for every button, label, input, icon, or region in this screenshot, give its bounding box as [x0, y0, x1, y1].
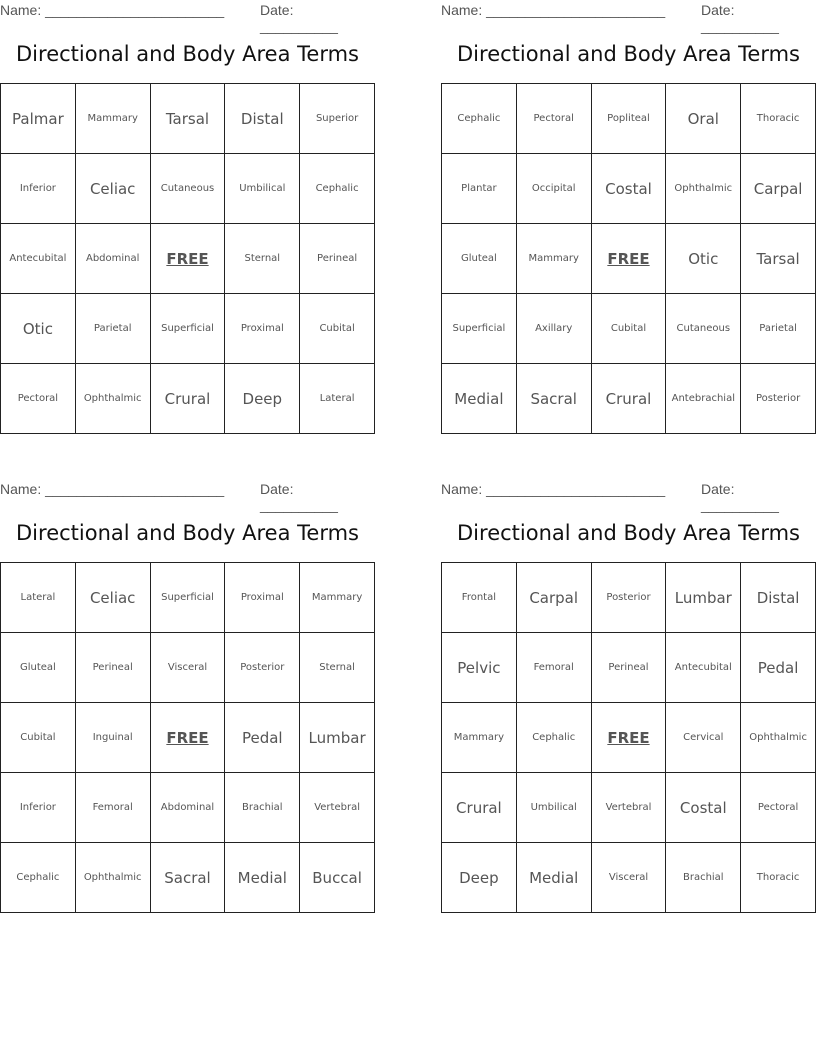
grid-cell: Ophthalmic [75, 843, 150, 913]
grid-cell: Deep [225, 364, 300, 434]
grid-cell: Thoracic [741, 843, 816, 913]
name-field-label: Name: _______________________ [441, 2, 666, 18]
grid-cell: Cubital [1, 703, 76, 773]
grid-cell: Sternal [225, 224, 300, 294]
grid-cell: Brachial [225, 773, 300, 843]
bingo-card [441, 0, 816, 440]
grid-cell: Lumbar [666, 563, 741, 633]
grid-cell: Pelvic [442, 633, 517, 703]
grid-cell: Oral [666, 84, 741, 154]
grid-cell: Cephalic [300, 154, 375, 224]
name-field-label: Name: _______________________ [441, 481, 666, 497]
grid-cell: Perineal [300, 224, 375, 294]
grid-cell: Carpal [516, 563, 591, 633]
grid-cell: Pedal [741, 633, 816, 703]
grid-cell: Superficial [442, 294, 517, 364]
grid-cell: Pedal [225, 703, 300, 773]
grid-cell: Cutaneous [666, 294, 741, 364]
card-title: Directional and Body Area Terms [16, 521, 359, 545]
date-field-label: Date: __________ [260, 481, 338, 513]
grid-cell: Celiac [75, 563, 150, 633]
grid-cell: Cervical [666, 703, 741, 773]
grid-cell: Distal [741, 563, 816, 633]
grid-cell: Antecubital [666, 633, 741, 703]
grid-cell: Gluteal [442, 224, 517, 294]
grid-cell: Sacral [150, 843, 225, 913]
grid-cell: Superior [300, 84, 375, 154]
card-header [0, 481, 375, 513]
grid-cell: Pectoral [741, 773, 816, 843]
date-field-label: Date: __________ [260, 2, 338, 34]
bingo-card [0, 0, 375, 440]
grid-cell: Vertebral [300, 773, 375, 843]
grid-cell: Mammary [442, 703, 517, 773]
grid-cell: Pectoral [516, 84, 591, 154]
grid-cell: Cephalic [516, 703, 591, 773]
grid-cell: Cephalic [442, 84, 517, 154]
grid-cell: Antecubital [1, 224, 76, 294]
grid-cell: Medial [516, 843, 591, 913]
grid-cell: Ophthalmic [741, 703, 816, 773]
grid-cell: Femoral [75, 773, 150, 843]
bingo-grid [0, 562, 375, 913]
name-field-label: Name: _______________________ [0, 481, 225, 497]
grid-cell: Proximal [225, 563, 300, 633]
grid-cell: Perineal [591, 633, 666, 703]
grid-cell: Cutaneous [150, 154, 225, 224]
grid-cell: Distal [225, 84, 300, 154]
card-title: Directional and Body Area Terms [457, 521, 800, 545]
grid-cell: Gluteal [1, 633, 76, 703]
grid-cell: Lumbar [300, 703, 375, 773]
grid-cell: Posterior [591, 563, 666, 633]
grid-cell: Vertebral [591, 773, 666, 843]
card-header [441, 481, 816, 513]
grid-cell: Femoral [516, 633, 591, 703]
grid-cell: Costal [666, 773, 741, 843]
grid-cell: Lateral [1, 563, 76, 633]
bingo-card [0, 479, 375, 919]
free-space-cell: FREE [591, 224, 666, 294]
grid-cell: Visceral [591, 843, 666, 913]
grid-cell: Popliteal [591, 84, 666, 154]
grid-cell: Cephalic [1, 843, 76, 913]
grid-cell: Mammary [516, 224, 591, 294]
grid-cell: Crural [591, 364, 666, 434]
grid-cell: Tarsal [150, 84, 225, 154]
name-field-label: Name: _______________________ [0, 2, 225, 18]
grid-cell: Parietal [75, 294, 150, 364]
grid-cell: Parietal [741, 294, 816, 364]
date-field-label: Date: __________ [701, 2, 779, 34]
grid-cell: Posterior [741, 364, 816, 434]
grid-cell: Frontal [442, 563, 517, 633]
grid-cell: Sternal [300, 633, 375, 703]
grid-cell: Perineal [75, 633, 150, 703]
free-space-cell: FREE [150, 703, 225, 773]
grid-cell: Otic [1, 294, 76, 364]
grid-cell: Visceral [150, 633, 225, 703]
grid-cell: Antebrachial [666, 364, 741, 434]
bingo-card [441, 479, 816, 919]
grid-cell: Superficial [150, 294, 225, 364]
grid-cell: Mammary [75, 84, 150, 154]
card-header [441, 2, 816, 34]
grid-cell: Medial [225, 843, 300, 913]
free-space-cell: FREE [150, 224, 225, 294]
grid-cell: Lateral [300, 364, 375, 434]
grid-cell: Ophthalmic [666, 154, 741, 224]
grid-cell: Inferior [1, 773, 76, 843]
grid-cell: Palmar [1, 84, 76, 154]
grid-cell: Medial [442, 364, 517, 434]
grid-cell: Umbilical [516, 773, 591, 843]
grid-cell: Pectoral [1, 364, 76, 434]
free-space-cell: FREE [591, 703, 666, 773]
grid-cell: Cubital [591, 294, 666, 364]
grid-cell: Deep [442, 843, 517, 913]
grid-cell: Crural [442, 773, 517, 843]
grid-cell: Axillary [516, 294, 591, 364]
grid-cell: Proximal [225, 294, 300, 364]
grid-cell: Superficial [150, 563, 225, 633]
card-title: Directional and Body Area Terms [16, 42, 359, 66]
grid-cell: Celiac [75, 154, 150, 224]
grid-cell: Carpal [741, 154, 816, 224]
grid-cell: Brachial [666, 843, 741, 913]
grid-cell: Cubital [300, 294, 375, 364]
grid-cell: Inferior [1, 154, 76, 224]
grid-cell: Sacral [516, 364, 591, 434]
grid-cell: Abdominal [150, 773, 225, 843]
grid-cell: Thoracic [741, 84, 816, 154]
grid-cell: Ophthalmic [75, 364, 150, 434]
card-header [0, 2, 375, 34]
grid-cell: Otic [666, 224, 741, 294]
card-title: Directional and Body Area Terms [457, 42, 800, 66]
grid-cell: Posterior [225, 633, 300, 703]
bingo-grid [441, 83, 816, 434]
grid-cell: Mammary [300, 563, 375, 633]
grid-cell: Occipital [516, 154, 591, 224]
grid-cell: Umbilical [225, 154, 300, 224]
grid-cell: Buccal [300, 843, 375, 913]
bingo-grid [0, 83, 375, 434]
grid-cell: Costal [591, 154, 666, 224]
grid-cell: Plantar [442, 154, 517, 224]
grid-cell: Tarsal [741, 224, 816, 294]
grid-cell: Crural [150, 364, 225, 434]
grid-cell: Abdominal [75, 224, 150, 294]
grid-cell: Inguinal [75, 703, 150, 773]
date-field-label: Date: __________ [701, 481, 779, 513]
bingo-grid [441, 562, 816, 913]
